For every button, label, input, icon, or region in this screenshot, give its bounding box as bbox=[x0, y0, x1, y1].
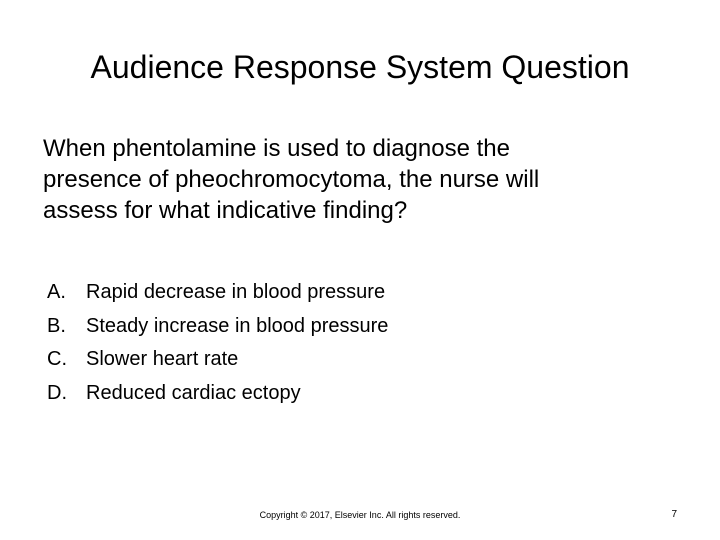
slide-title: Audience Response System Question bbox=[90, 49, 630, 85]
answer-option-c bbox=[47, 343, 388, 377]
option-text: Steady increase in blood pressure bbox=[86, 314, 389, 337]
answer-options bbox=[47, 276, 388, 410]
option-letter: C. bbox=[47, 348, 67, 370]
option-letter: A. bbox=[47, 281, 66, 303]
question-line: When phentolamine is used to diagnose the bbox=[43, 135, 510, 162]
slide-number: 7 bbox=[671, 509, 677, 520]
option-letter: B. bbox=[47, 314, 66, 337]
option-text: Rapid decrease in blood pressure bbox=[86, 281, 386, 303]
answer-option-d bbox=[47, 377, 388, 411]
copyright-notice: Copyright © 2017, Elsevier Inc. All rights reserved. bbox=[259, 510, 461, 520]
option-letter: D. bbox=[47, 381, 67, 404]
question-line: presence of pheochromocytoma, the nurse will bbox=[43, 166, 540, 193]
question-line: assess for what indicative finding? bbox=[43, 197, 408, 224]
option-text: Slower heart rate bbox=[86, 348, 239, 370]
question-text bbox=[43, 133, 683, 226]
option-text: Reduced cardiac ectopy bbox=[86, 381, 301, 404]
answer-option-a bbox=[47, 276, 388, 310]
answer-option-b bbox=[47, 310, 388, 344]
